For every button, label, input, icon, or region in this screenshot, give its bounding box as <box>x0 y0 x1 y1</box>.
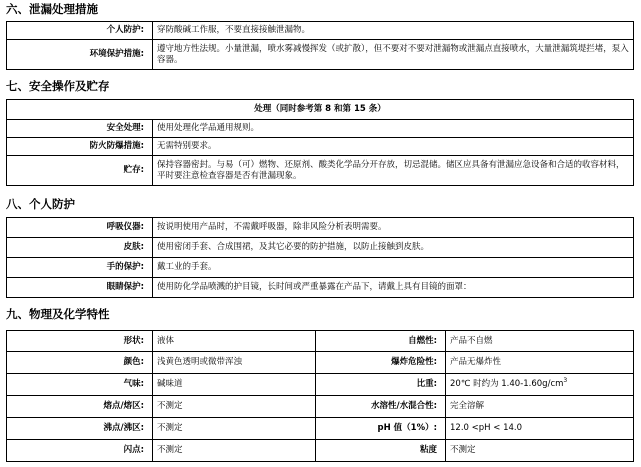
specific-gravity-value: 20℃ 时约为 1.40-1.60g/cm <box>450 379 564 389</box>
explosion-hazard-label: 爆炸危险性: <box>316 352 446 374</box>
personal-protection-label: 个人防护: <box>7 22 153 40</box>
section-7-title: 七、安全操作及贮存 <box>6 79 110 93</box>
flash-point-value: 不测定 <box>153 440 316 462</box>
color-value: 浅黄色透明或微带浑浊 <box>153 352 316 374</box>
storage-value: 保持容器密封。与易（可）燃物、还原剂、酸类化学品分开存放，切忌混储。储区应具备有泄漏应急设备和合适的收容材料，平时要注意检查容器是否有泄漏现象。 <box>153 156 634 186</box>
section-6-table <box>6 21 634 70</box>
boiling-point-value: 不测定 <box>153 418 316 440</box>
solubility-label: 水溶性/水混合性: <box>316 396 446 418</box>
table-row <box>7 100 634 120</box>
viscosity-label: 粘度 <box>316 440 446 462</box>
table-row <box>7 138 634 156</box>
skin-label: 皮肤: <box>7 238 153 258</box>
table-row <box>7 120 634 138</box>
melting-point-value: 不测定 <box>153 396 316 418</box>
table-row <box>7 40 634 70</box>
table-row <box>7 374 634 396</box>
boiling-point-label: 沸点/沸区: <box>7 418 153 440</box>
specific-gravity-cell <box>446 374 634 396</box>
table-row <box>7 278 634 298</box>
table-row <box>7 331 634 352</box>
section-9-table <box>6 330 634 462</box>
table-row <box>7 352 634 374</box>
hand-protection-label: 手的保护: <box>7 258 153 278</box>
color-label: 颜色: <box>7 352 153 374</box>
skin-value: 使用密闭手套、合成围裙，及其它必要的防护措施，以防止接触到皮肤。 <box>153 238 634 258</box>
table-row <box>7 238 634 258</box>
eye-protection-label: 眼睛保护: <box>7 278 153 298</box>
storage-label: 贮存: <box>7 156 153 186</box>
environment-protection-label: 环境保护措施: <box>7 40 153 70</box>
fire-explosion-label: 防火防爆措施: <box>7 138 153 156</box>
eye-protection-value: 使用防化学品喷溅的护目镜，长时间或严重暴露在产品下，请戴上具有目镜的面罩： <box>153 278 634 298</box>
specific-gravity-label: 比重: <box>316 374 446 396</box>
hand-protection-value: 戴工业的手套。 <box>153 258 634 278</box>
ph-value: 12.0 <pH < 14.0 <box>446 418 634 440</box>
viscosity-value: 不测定 <box>446 440 634 462</box>
autoignition-label: 自燃性: <box>316 331 446 352</box>
section-9-title: 九、物理及化学特性 <box>6 307 110 321</box>
section-8-table <box>6 217 634 298</box>
table-row <box>7 218 634 238</box>
section-6-title: 六、泄漏处理措施 <box>6 2 98 16</box>
safe-handling-label: 安全处理: <box>7 120 153 138</box>
table-row <box>7 156 634 186</box>
flash-point-label: 闪点: <box>7 440 153 462</box>
table-row <box>7 440 634 462</box>
fire-explosion-value: 无需特别要求。 <box>153 138 634 156</box>
odor-value: 碱味道 <box>153 374 316 396</box>
section-7-table <box>6 99 634 186</box>
table-row <box>7 258 634 278</box>
melting-point-label: 熔点/熔区: <box>7 396 153 418</box>
table-row <box>7 418 634 440</box>
solubility-value: 完全溶解 <box>446 396 634 418</box>
respiratory-label: 呼吸仪器: <box>7 218 153 238</box>
environment-protection-value: 遵守地方性法规。小量泄漏，喷水雾减慢挥发（或扩散），但不要对不要对泄漏物或泄漏点直接喷水，大量泄漏筑堤拦堵，泵入容器。 <box>153 40 634 70</box>
section-8-title: 八、个人防护 <box>6 197 75 211</box>
form-label: 形状: <box>7 331 153 352</box>
respiratory-value: 按说明使用产品时，不需戴呼吸器，除非风险分析表明需要。 <box>153 218 634 238</box>
specific-gravity-unit-exponent: 3 <box>563 377 568 385</box>
table-row <box>7 22 634 40</box>
safe-handling-value: 使用处理化学品通用规则。 <box>153 120 634 138</box>
explosion-hazard-value: 产品无爆炸性 <box>446 352 634 374</box>
table-row <box>7 396 634 418</box>
autoignition-value: 产品不自燃 <box>446 331 634 352</box>
ph-label: pH 值（1%）: <box>316 418 446 440</box>
handling-header: 处理（同时参考第 8 和第 15 条） <box>7 100 634 120</box>
odor-label: 气味: <box>7 374 153 396</box>
personal-protection-value: 穿防酸碱工作服，不要直接接触泄漏物。 <box>153 22 634 40</box>
form-value: 液体 <box>153 331 316 352</box>
